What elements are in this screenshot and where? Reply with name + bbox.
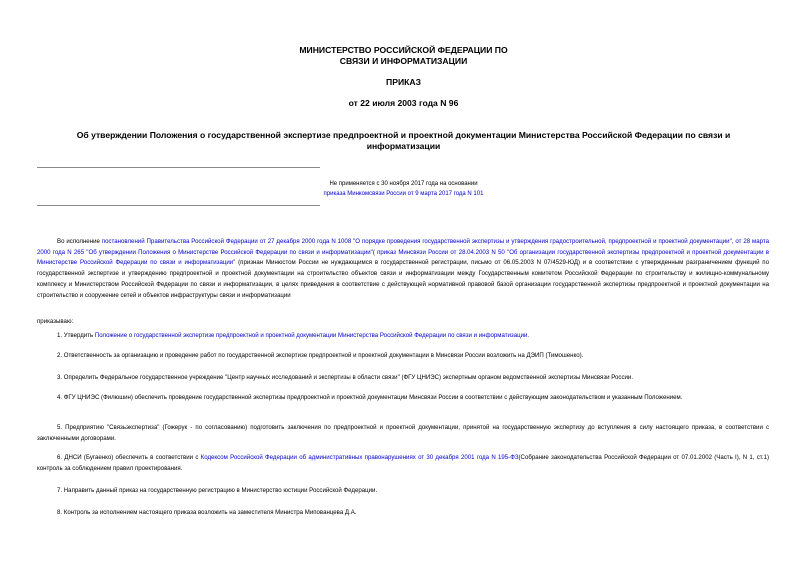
preamble-link-government-decrees[interactable]: постановлений Правительства Российской Федерации от 27 декабря 2000 года N 1008 "О порядке проведения государственной экспертизы и утверждения градостроительной, предпроектной и проектной документации", от 28 марта 2000 года N 265 "Об утверждении Положения о Министерстве Российской Федерации по связи и информатизации" <box>37 238 769 256</box>
order-item-5: 5. Предприятию "Связьэкспертиза" (Гожерук - по согласованию) подготовить заключения по предпроектной и проектной документации, принятой на государственную экспертизу до вступления в силу настоящего приказа, в соответствии с заключенными договорами. <box>37 424 769 442</box>
order-item-7: 7. Направить данный приказ на государственную регистрацию в Министерство юстиции Российской Федерации. <box>57 487 378 494</box>
order-item-1-link[interactable]: Положение о государственной экспертизе предпроектной и проектной документации Министерства Российской Федерации по связи и информатизации <box>94 332 528 339</box>
document-type: ПРИКАЗ <box>386 77 421 87</box>
preamble-link-order-50[interactable]: приказ Минсвязи России от 28.04.2003 N 50 "Об организации государственной экспертизы предпроектной и проектной документации в Министерстве Российской Федерации по связи и информатизации" <box>37 248 769 267</box>
document-date-number: от 22 июля 2003 года N 96 <box>348 98 459 108</box>
validity-notice <box>0 179 807 199</box>
document-header <box>0 45 807 66</box>
divider-top <box>37 167 320 168</box>
order-item-4: 4. ФГУ ЦНИЭС (Филюшин) обеспечить проведение государственной экспертизы предпроектной и проектной документации Минсвязи России в соответствии с действующим законодательством и указанным Положением. <box>57 394 683 401</box>
order-item-6-link[interactable]: Кодексом Российской Федерации об административных правонарушениях от 30 декабря 2001 года N 195-ФЗ <box>200 454 519 461</box>
preamble-text-2: ( <box>372 248 378 256</box>
order-item-1-text: 1. Утвердить <box>57 332 95 339</box>
order-item-1 <box>37 331 769 342</box>
document-title-line1: Об утверждении Положения о государственной экспертизе предпроектной и проектной документации Министерства Российской Федерации по связи и <box>76 130 731 140</box>
order-item-8: 8. Контроль за исполнением настоящего приказа возложить на заместителя Министра Мипованцева Д.А. <box>57 509 357 516</box>
validity-notice-link[interactable]: приказа Минкомсвязи России от 9 марта 2017 года N 101 <box>323 191 484 197</box>
order-item-3: 3. Определить Федеральное государственное учреждение "Центр научных исследований и экспертизы в области связи" (ФГУ ЦНИЭС) экспертным органом ведомственной экспертизы Минсвязи России. <box>57 374 634 381</box>
preamble-text-3: (признан Минюстом России не нуждающимся в государственной регистрации, письмо от 06.05.2003 N 07/4529-ЮД) и в соответствии с утвержденным разграничением функций по государственной экспертизе и утверждению предпроектной и проектной документации на строительство объектов связи и информатизации между Государственным комитетом Российской Федерации по строительству и жилищно-коммунальному комплексу и Министерством Российской Федерации по связи и информатизации, в целях приведения в соответствие с действующей нормативной правовой базой организации государственной экспертизы предпроектной и проектной документации на строительство и сооружение сетей и объектов инфраструктуры связи и информатизации <box>37 259 769 299</box>
order-item-1-end: . <box>527 332 530 339</box>
document-title <box>0 130 807 151</box>
order-item-6 <box>37 453 769 474</box>
validity-notice-text: Не применяется с 30 ноября 2017 года на основании <box>329 181 478 187</box>
order-item-2: 2. Ответственность за организацию и проведение работ по государственной экспертизе предпроектной и проектной документации в Минсвязи России возложить на ДЭИП (Тимошенко). <box>57 352 584 359</box>
ministry-name-line1: МИНИСТЕРСТВО РОССИЙСКОЙ ФЕДЕРАЦИИ ПО <box>299 45 508 55</box>
order-item-6-text: 6. ДНСИ (Бугаенко) обеспечить в соответствии с <box>57 454 201 461</box>
preamble-paragraph <box>37 237 769 301</box>
preamble-text-1: Во исполнение <box>57 238 102 245</box>
order-word: приказываю: <box>37 318 74 325</box>
divider-bottom <box>37 205 320 206</box>
document-title-line2: информатизации <box>366 140 441 151</box>
order-item-6-end: (Собрание законодательства Российской Федерации от 07.01.2002 (Часть I), N 1, ст.1) контроль за соблюдением правил проектирования. <box>37 454 769 472</box>
ministry-name-line2: СВЯЗИ И ИНФОРМАТИЗАЦИИ <box>339 55 468 66</box>
